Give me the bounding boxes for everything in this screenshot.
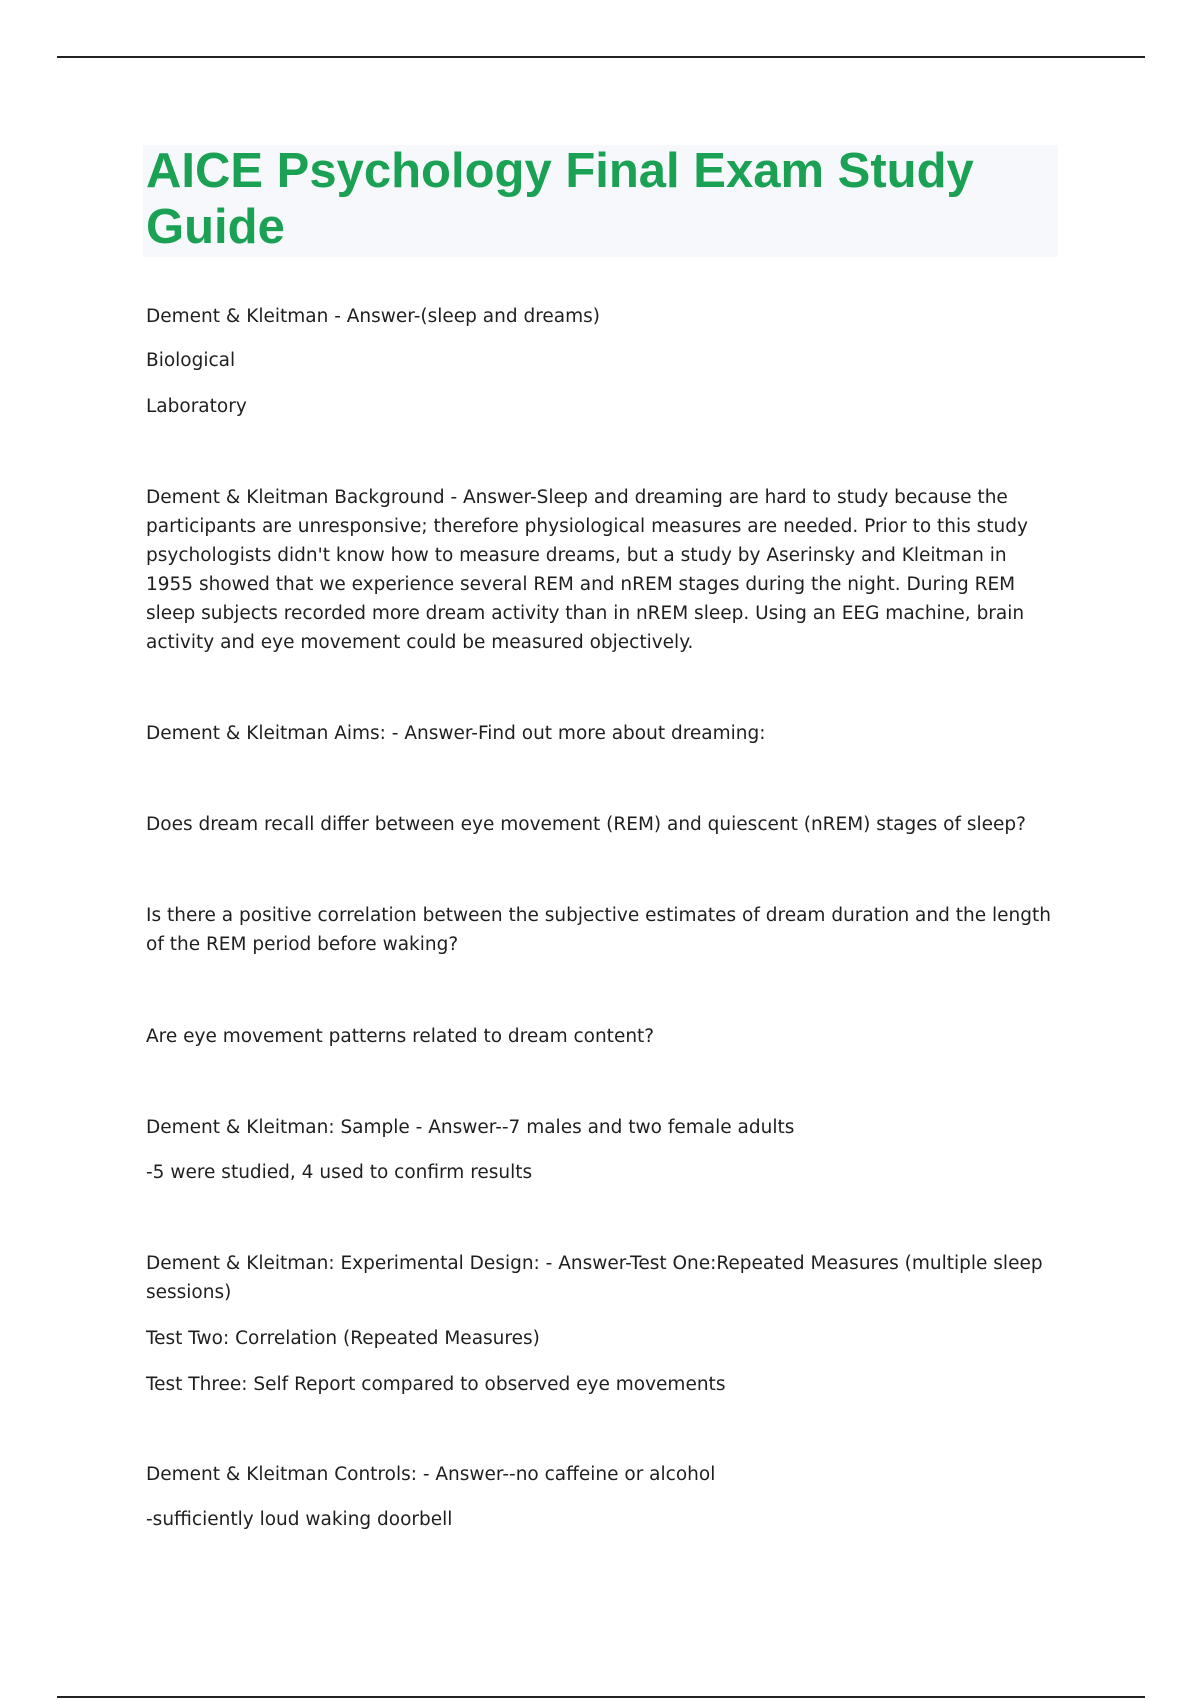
paragraph-aim-3: Are eye movement patterns related to dream content?	[146, 1026, 655, 1047]
document-title: AICE Psychology Final Exam Study Guide	[146, 144, 974, 254]
paragraph-controls: Dement & Kleitman Controls: - Answer--no caffeine or alcohol	[146, 1464, 716, 1485]
paragraph-design-test-two: Test Two: Correlation (Repeated Measures)	[146, 1328, 540, 1349]
paragraph-topic: Dement & Kleitman - Answer-(sleep and dreams)	[146, 306, 600, 327]
paragraph-method: Laboratory	[146, 396, 247, 417]
paragraph-controls-detail: -sufficiently loud waking doorbell	[146, 1509, 453, 1530]
footer-rule	[57, 1696, 1145, 1698]
header-rule	[57, 56, 1145, 58]
paragraph-sample: Dement & Kleitman: Sample - Answer--7 males and two female adults	[146, 1117, 795, 1138]
paragraph-aim-2: Is there a positive correlation between the subjective estimates of dream duration and the length of the REM period before waking?	[146, 905, 1051, 955]
paragraph-design-test-three: Test Three: Self Report compared to observed eye movements	[146, 1374, 726, 1395]
paragraph-design: Dement & Kleitman: Experimental Design: - Answer-Test One:Repeated Measures (multiple sleep sessions)	[146, 1253, 1043, 1303]
paragraph-sample-detail: -5 were studied, 4 used to confirm results	[146, 1162, 533, 1183]
paragraph-approach: Biological	[146, 350, 236, 371]
paragraph-aims: Dement & Kleitman Aims: - Answer-Find out more about dreaming:	[146, 723, 766, 744]
paragraph-background: Dement & Kleitman Background - Answer-Sleep and dreaming are hard to study because the participants are unresponsive; therefore physiological measures are needed. Prior to this study psychologists didn't know how to measure dreams, but a study by Aserinsky and Kleitman in 1955 showed that we experience several REM and nREM stages during the night. During REM sleep subjects recorded more dream activity than in nREM sleep. Using an EEG machine, brain activity and eye movement could be measured objectively.	[146, 487, 1028, 653]
paragraph-aim-1: Does dream recall differ between eye movement (REM) and quiescent (nREM) stages of sleep?	[146, 814, 1026, 835]
